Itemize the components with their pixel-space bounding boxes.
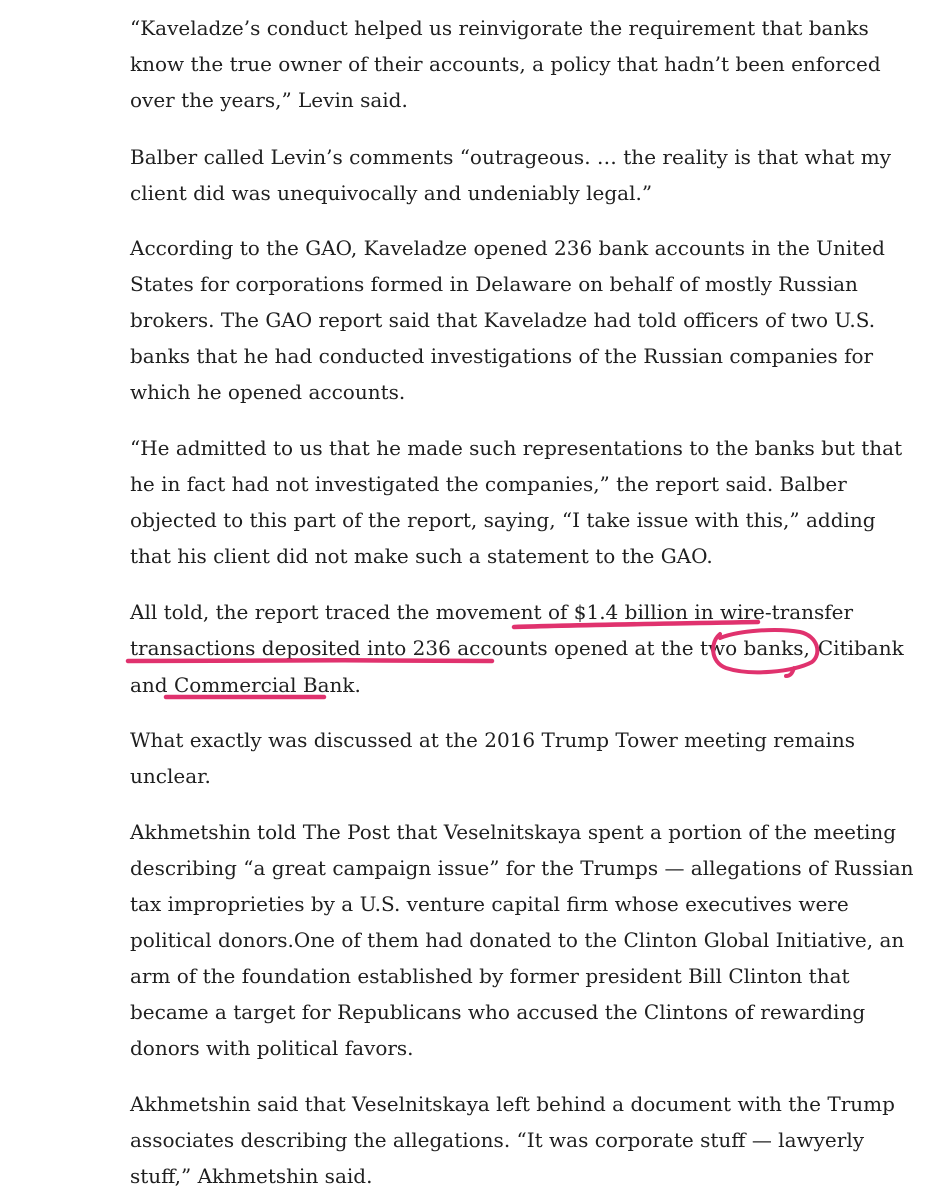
paragraph-7-line-5: arm of the foundation established by former president Bill Clinton that [130,964,850,988]
paragraph-7-line-4: political donors.One of them had donated to the Clinton Global Initiative, an [130,928,905,952]
paragraph-5-line-1 [130,600,853,624]
paragraph-3-line-3: brokers. The GAO report said that Kaveladze had told officers of two U.S. [130,308,876,332]
paragraph-4-line-3: objected to this part of the report, saying, “I take issue with this,” adding [130,508,876,532]
paragraph-8-line-2: associates describing the allegations. “It was corporate stuff — lawyerly [130,1128,865,1152]
underlined-phrase-1a: $1.4 billion in wire-transfer [573,600,854,624]
paragraph-5-line-2-text: opened at the two banks [547,636,804,660]
paragraph-5-comma: , [803,636,810,660]
paragraph-4-line-2: he in fact had not investigated the companies,” the report said. Balber [130,472,847,496]
paragraph-5-line-1-text: All told, the report traced the movement of [130,600,574,624]
paragraph-8-line-3: stuff,” Akhmetshin said. [130,1164,373,1188]
paragraph-2-line-1: Balber called Levin’s comments “outrageous. … the reality is that what my [130,145,892,169]
paragraph-7-line-1: Akhmetshin told The Post that Veselnitskaya spent a portion of the meeting [130,820,897,844]
paragraph-3-line-1: According to the GAO, Kaveladze opened 236 bank accounts in the United [130,236,885,260]
paragraph-8-line-1: Akhmetshin said that Veselnitskaya left behind a document with the Trump [130,1092,895,1116]
paragraph-2-line-2: client did was unequivocally and undeniably legal.” [130,181,653,205]
paragraph-4-line-4: that his client did not make such a statement to the GAO. [130,544,713,568]
underlined-phrase-2: Commercial Bank [173,673,355,697]
paragraph-5-line-2 [130,636,904,660]
underlined-phrase-1b: transactions deposited into 236 accounts [130,636,548,660]
paragraph-4-line-1: “He admitted to us that he made such representations to the banks but that [130,436,903,460]
paragraph-7-line-6: became a target for Republicans who accused the Clintons of rewarding [130,1000,866,1024]
paragraph-7-line-2: describing “a great campaign issue” for the Trumps — allegations of Russian [130,856,914,880]
paragraph-5-line-3-after: . [354,673,361,697]
paragraph-6-line-2: unclear. [130,764,211,788]
paragraph-5-line-3 [130,673,361,697]
paragraph-1-line-3: over the years,” Levin said. [130,88,408,112]
paragraph-3-line-4: banks that he had conducted investigations of the Russian companies for [130,344,874,368]
paragraph-6-line-1: What exactly was discussed at the 2016 Trump Tower meeting remains [130,728,856,752]
paragraph-7-line-7: donors with political favors. [130,1036,414,1060]
paragraph-3-line-2: States for corporations formed in Delaware on behalf of mostly Russian [130,272,858,296]
paragraph-1-line-2: know the true owner of their accounts, a policy that hadn’t been enforced [130,52,881,76]
paragraph-7-line-3: tax improprieties by a U.S. venture capital firm whose executives were [130,892,849,916]
paragraph-5-line-3-text: and [130,673,174,697]
circled-word: Citibank [817,636,904,660]
paragraph-3-line-5: which he opened accounts. [130,380,406,404]
paragraph-1-line-1: “Kaveladze’s conduct helped us reinvigorate the requirement that banks [130,16,869,40]
